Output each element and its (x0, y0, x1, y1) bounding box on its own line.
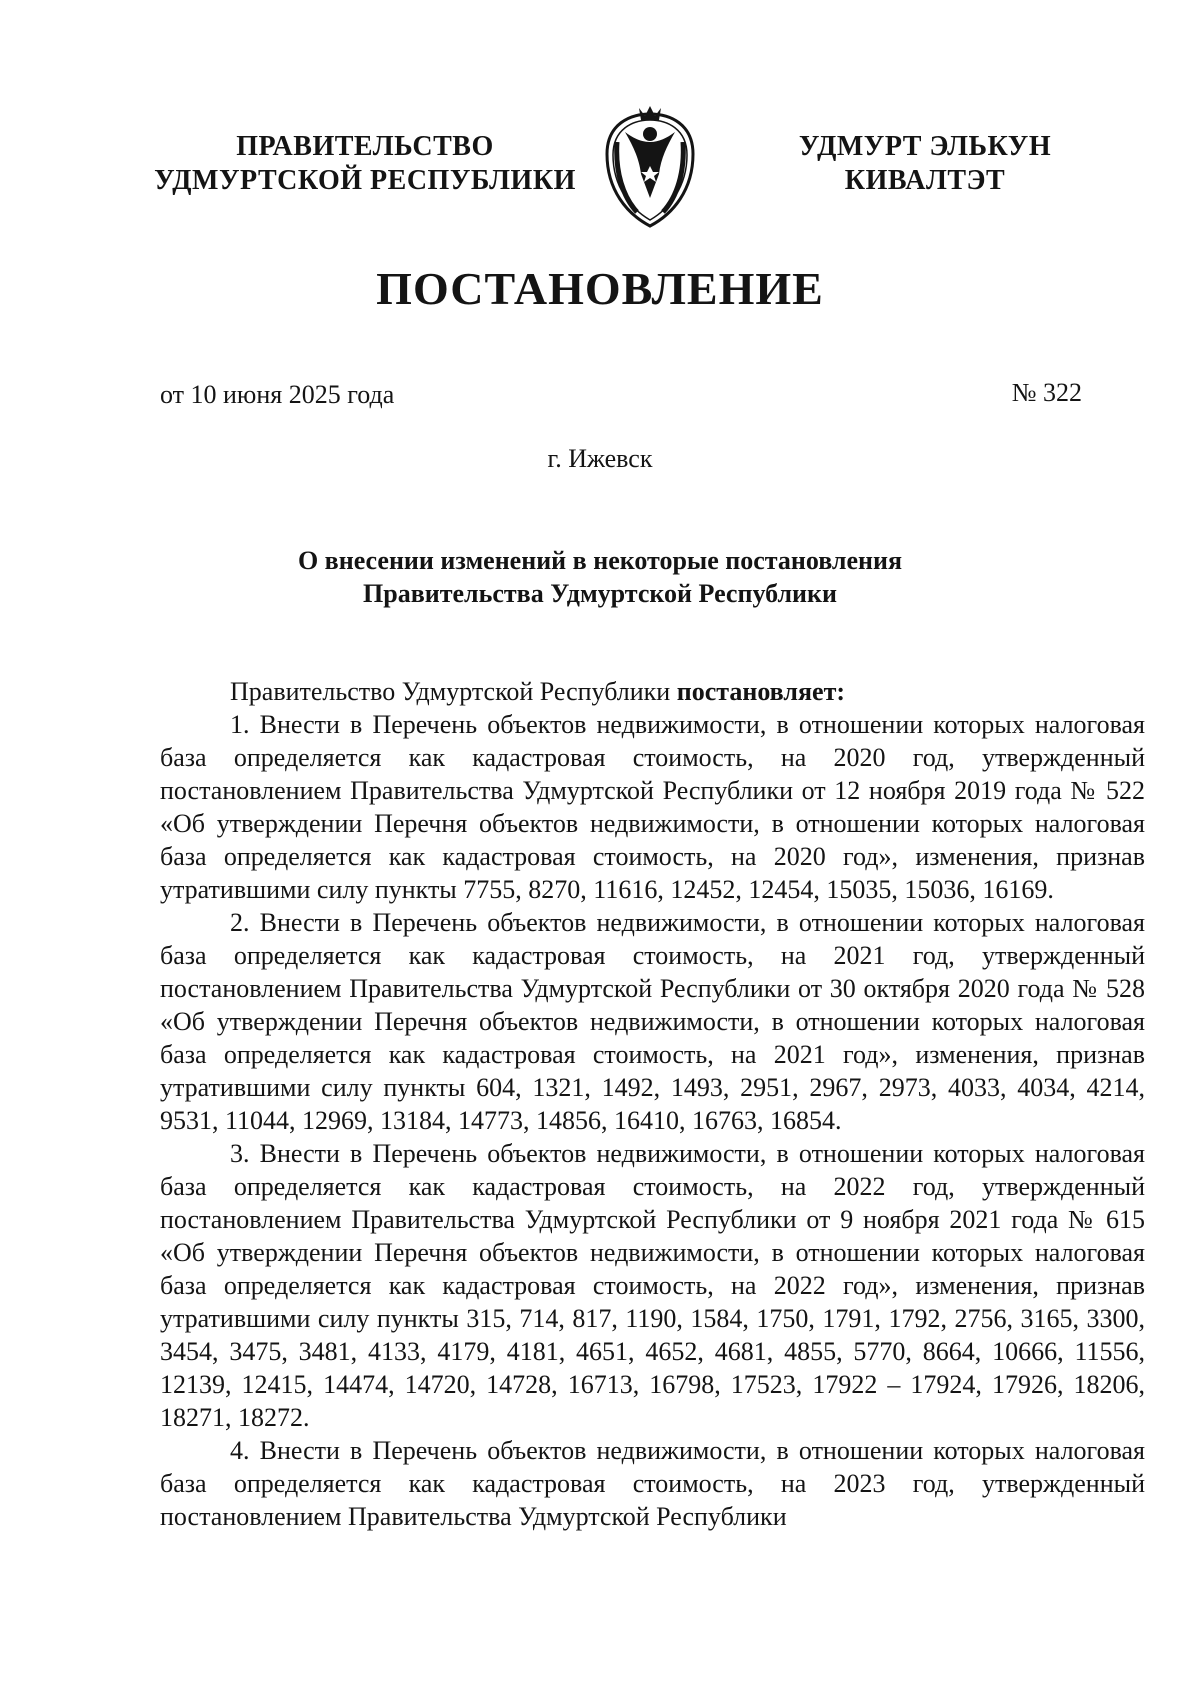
document-city: г. Ижевск (547, 444, 653, 473)
document-title (0, 544, 1200, 610)
preamble-text: Правительство Удмуртской Республики (230, 677, 677, 706)
document-body (160, 675, 1145, 1533)
document-title-line1: О внесении изменений в некоторые постановления (297, 546, 903, 575)
paragraph-2: 2. Внести в Перечень объектов недвижимости, в отношении которых налоговая база определяется как кадастровая стоимость, на 2021 год, утвержденный постановлением Правительства Удмуртской Республики от 30 октября 2020 года № 528 «Об утверждении Перечня объектов недвижимости, в отношении которых налоговая база определяется как кадастровая стоимость, на 2021 год», изменения, признав утратившими силу пункты 604, 1321, 1492, 1493, 2951, 2967, 2973, 4033, 4034, 4214, 9531, 11044, 12969, 13184, 14773, 14856, 16410, 16763, 16854. (160, 908, 1145, 1135)
preamble (160, 675, 1145, 708)
paragraph-1: 1. Внести в Перечень объектов недвижимости, в отношении которых налоговая база определяется как кадастровая стоимость, на 2020 год, утвержденный постановлением Правительства Удмуртской Республики от 12 ноября 2019 года № 522 «Об утверждении Перечня объектов недвижимости, в отношении которых налоговая база определяется как кадастровая стоимость, на 2020 год», изменения, признав утратившими силу пункты 7755, 8270, 11616, 12452, 12454, 15035, 15036, 16169. (160, 710, 1145, 904)
paragraph-3: 3. Внести в Перечень объектов недвижимости, в отношении которых налоговая база определяется как кадастровая стоимость, на 2022 год, утвержденный постановлением Правительства Удмуртской Республики от 9 ноября 2021 года № 615 «Об утверждении Перечня объектов недвижимости, в отношении которых налоговая база определяется как кадастровая стоимость, на 2022 год», изменения, признав утратившими силу пункты 315, 714, 817, 1190, 1584, 1750, 1791, 1792, 2756, 3165, 3300, 3454, 3475, 3481, 4133, 4179, 4181, 4651, 4652, 4681, 4855, 5770, 8664, 10666, 11556, 12139, 12415, 14474, 14720, 14728, 16713, 16798, 17523, 17922 – 17924, 17926, 18206, 18271, 18272. (160, 1139, 1145, 1432)
paragraph-4: 4. Внести в Перечень объектов недвижимости, в отношении которых налоговая база определяется как кадастровая стоимость, на 2023 год, утвержденный постановлением Правительства Удмуртской Республики (160, 1436, 1145, 1531)
government-name-line1: ПРАВИТЕЛЬСТВО (236, 131, 494, 162)
preamble-decree-word: постановляет: (676, 677, 845, 706)
udmurt-coat-of-arms-icon (595, 102, 705, 230)
document-number: № 322 (1011, 378, 1082, 407)
government-name-russian (150, 130, 580, 198)
document-title-line2: Правительства Удмуртской Республики (363, 579, 837, 608)
government-name-udmurt (775, 130, 1075, 198)
government-name-line2: УДМУРТСКОЙ РЕСПУБЛИКИ (154, 165, 576, 196)
government-name-udmurt-line1: УДМУРТ ЭЛЬКУН (798, 131, 1052, 162)
document-date: от 10 июня 2025 года (160, 380, 395, 409)
government-name-udmurt-line2: КИВАЛТЭТ (844, 165, 1006, 196)
document-type: ПОСТАНОВЛЕНИЕ (376, 263, 824, 314)
